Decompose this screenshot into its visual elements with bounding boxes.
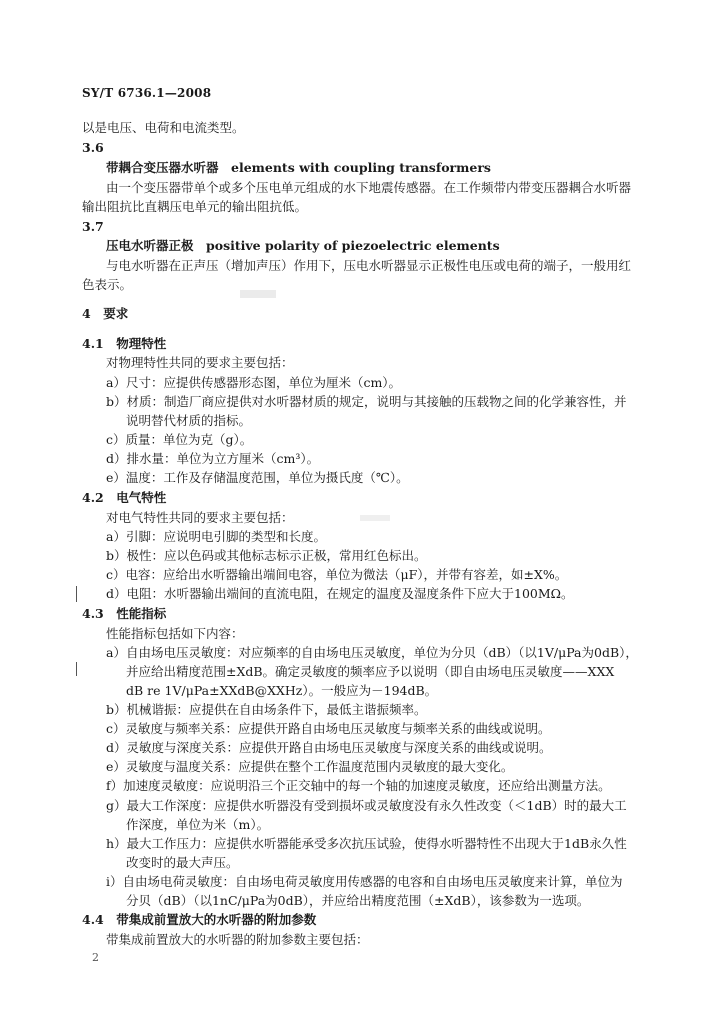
standard-number-header: SY/T 6736.1—2008	[82, 86, 212, 100]
subsection-heading: 4.1 物理特性	[82, 336, 167, 351]
list-item: b）材质：制造厂商应提供对水听器材质的规定，说明与其接触的压载物之间的化学兼容性，并	[106, 394, 627, 409]
list-item: i）自由场电荷灵敏度：自由场电荷灵敏度用传感器的电容和自由场电压灵敏度来计算，单位为	[106, 874, 623, 889]
list-item: c）质量：单位为克（g）。	[106, 432, 253, 447]
text-line: 与电水听器在正声压（增加声压）作用下，压电水听器显示正极性电压或电荷的端子，一般用红	[106, 258, 632, 273]
list-item: d）排水量：单位为立方厘米（cm³）。	[106, 451, 320, 466]
list-item-continuation: 说明替代材质的指标。	[126, 413, 252, 428]
list-item: d）灵敏度与深度关系：应提供开路自由场电压灵敏度与深度关系的曲线或说明。	[106, 740, 552, 755]
list-item: b）极性：应以色码或其他标志标示正极，常用红色标出。	[106, 548, 427, 563]
text-line: 色表示。	[82, 277, 133, 292]
list-item: a）自由场电压灵敏度：对应频率的自由场电压灵敏度，单位为分贝（dB）（以1V/μPa为0dB），	[106, 645, 638, 660]
clause-number: 3.6	[82, 140, 104, 155]
list-item: e）温度：工作及存储温度范围，单位为摄氏度（℃）。	[106, 470, 409, 485]
text-line: 由一个变压器带单个或多个压电单元组成的水下地震传感器。在工作频带内带变压器耦合水听器	[106, 180, 632, 195]
list-item: c）电容：应给出水听器输出端间电容，单位为微法（μF），并带有容差，如±X%。	[106, 567, 568, 582]
list-item-continuation: 并应给出精度范围±XdB。确定灵敏度的频率应予以说明（即自由场电压灵敏度——XXX	[126, 664, 615, 679]
list-item: f）加速度灵敏度：应说明沿三个正交轴中的每一个轴的加速度灵敏度，还应给出测量方法。	[106, 778, 611, 793]
list-item-continuation: 作深度，单位为米（m）。	[126, 817, 270, 832]
text-line: 对物理特性共同的要求主要包括：	[106, 355, 294, 370]
subsection-heading: 4.2 电气特性	[82, 490, 167, 505]
scan-noise	[240, 290, 276, 298]
list-item: a）引脚：应说明电引脚的类型和长度。	[106, 529, 326, 544]
list-item: h）最大工作压力：应提供水听器能承受多次抗压试验，使得水听器特性不出现大于1dB永久性	[106, 836, 627, 851]
list-item: b）机械谐振：应提供在自由场条件下，最低主谐振频率。	[106, 702, 427, 717]
list-item: e）灵敏度与温度关系：应提供在整个工作温度范围内灵敏度的最大变化。	[106, 759, 514, 774]
subsection-heading: 4.3 性能指标	[82, 606, 167, 621]
text-line: 性能指标包括如下内容：	[106, 626, 244, 641]
term-heading: 压电水听器正极 positive polarity of piezoelectric elements	[106, 238, 500, 253]
text-line: 输出阻抗比直耦压电单元的输出阻抗低。	[82, 199, 308, 214]
list-item: d）电阻：水听器输出端间的直流电阻，在规定的温度及湿度条件下应大于100MΩ。	[106, 586, 574, 601]
scan-noise	[360, 515, 390, 521]
text-line: 对电气特性共同的要求主要包括：	[106, 510, 294, 525]
text-line: 带集成前置放大的水听器的附加参数主要包括：	[106, 932, 369, 947]
list-item-continuation: dB re 1V/μPa±XXdB@XXHz）。一般应为－194dB。	[126, 683, 438, 698]
subsection-heading: 4.4 带集成前置放大的水听器的附加参数	[82, 912, 317, 927]
list-item: g）最大工作深度：应提供水听器没有受到损坏或灵敏度没有永久性改变（＜1dB）时的最大工	[106, 798, 627, 813]
margin-mark	[76, 586, 77, 602]
list-item-continuation: 改变时的最大声压。	[126, 855, 239, 870]
list-item: a）尺寸：应提供传感器形态图，单位为厘米（cm）。	[106, 375, 402, 390]
clause-number: 3.7	[82, 219, 104, 234]
list-item: c）灵敏度与频率关系：应提供开路自由场电压灵敏度与频率关系的曲线或说明。	[106, 721, 551, 736]
page-number: 2	[92, 951, 99, 964]
text-line: 以是电压、电荷和电流类型。	[82, 120, 245, 135]
term-heading: 带耦合变压器水听器 elements with coupling transformers	[106, 160, 491, 175]
list-item-continuation: 分贝（dB）（以1nC/μPa为0dB），并应给出精度范围（±XdB），该参数为一选项。	[126, 893, 590, 908]
margin-mark	[76, 662, 77, 676]
section-heading: 4 要求	[82, 306, 129, 321]
